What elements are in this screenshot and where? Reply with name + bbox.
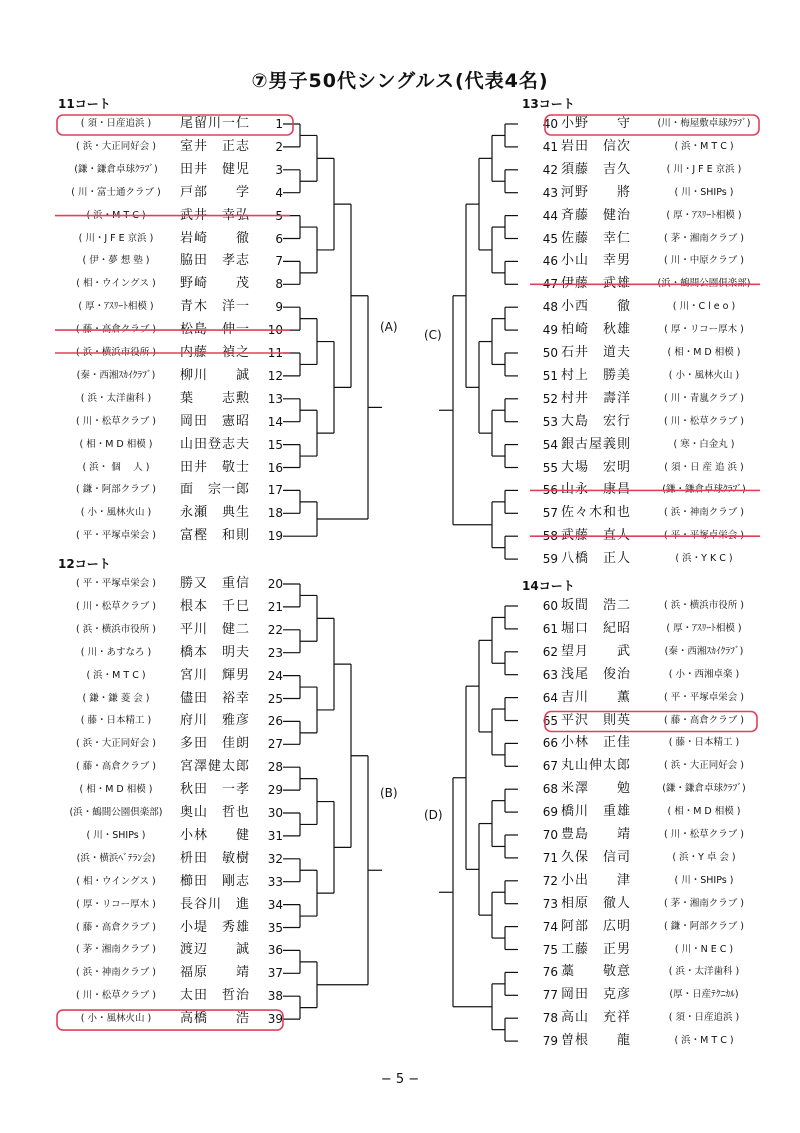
player-name: 山田登志夫 bbox=[180, 436, 251, 452]
player-club: ( 川・あすなろ ) bbox=[80, 646, 152, 658]
player-number: 36 bbox=[267, 943, 283, 958]
player-number: 37 bbox=[267, 966, 283, 981]
player-club: ( 川・SHIPs ) bbox=[86, 829, 146, 841]
player-club: ( 小・風林火山 ) bbox=[80, 1013, 152, 1025]
player-club: ( 平・平塚卓栄会 ) bbox=[664, 691, 744, 703]
player-number: 3 bbox=[275, 162, 283, 177]
player-name: 室井 正志 bbox=[180, 138, 251, 154]
player-number: 44 bbox=[542, 208, 558, 223]
player-name: 宮澤健太郎 bbox=[180, 759, 251, 775]
player-number: 51 bbox=[542, 368, 558, 383]
player-club: ( 浜・横浜市役所 ) bbox=[76, 623, 156, 635]
player-name: 小林 健 bbox=[180, 827, 251, 843]
highlight-box bbox=[545, 115, 759, 135]
player-club: ( 須・日 産 追 浜 ) bbox=[664, 461, 744, 473]
player-name: 平沢 則英 bbox=[561, 712, 632, 728]
player-number: 25 bbox=[267, 691, 283, 706]
player-name: 望月 武 bbox=[561, 643, 632, 659]
player-number: 73 bbox=[542, 896, 558, 911]
player-number: 28 bbox=[267, 760, 283, 775]
player-name: 大島 宏行 bbox=[561, 413, 632, 429]
player-number: 9 bbox=[275, 300, 283, 315]
player-number: 54 bbox=[542, 437, 558, 452]
player-club: (鎌・鎌倉卓球ｸﾗﾌﾞ) bbox=[662, 484, 746, 496]
player-name: 柏崎 秋雄 bbox=[561, 322, 632, 338]
player-number: 75 bbox=[542, 942, 558, 957]
player-club: ( 川・SHIPs ) bbox=[674, 186, 734, 198]
player-name: 小林 正佳 bbox=[561, 735, 632, 751]
player-number: 74 bbox=[542, 919, 558, 934]
player-club: ( 浜・M T C ) bbox=[674, 140, 734, 152]
player-number: 41 bbox=[542, 139, 558, 154]
player-club: ( 藤・高倉クラブ ) bbox=[76, 324, 156, 336]
player-name: 脇田 孝志 bbox=[180, 253, 251, 269]
player-number: 24 bbox=[267, 668, 283, 683]
player-name: 武井 幸弘 bbox=[180, 207, 251, 223]
player-number: 62 bbox=[542, 644, 558, 659]
player-name: 相原 徹人 bbox=[561, 895, 632, 911]
player-club: ( 厚・ｱｽﾘｰﾄ相模 ) bbox=[78, 301, 154, 313]
player-club: ( 寒・白金丸 ) bbox=[673, 438, 735, 450]
player-club: ( 藤・高倉クラブ ) bbox=[76, 761, 156, 773]
player-club: ( 伊・夢 想 塾 ) bbox=[82, 255, 150, 267]
player-club: ( 藤・高倉クラブ ) bbox=[664, 714, 744, 726]
player-name: 阿部 広明 bbox=[561, 918, 632, 934]
player-club: (秦・西湘ｽｶｲｸﾗﾌﾞ) bbox=[664, 645, 744, 657]
player-number: 58 bbox=[542, 529, 558, 544]
player-number: 43 bbox=[542, 185, 558, 200]
player-name: 岩崎 徹 bbox=[180, 230, 251, 246]
player-name: 田井 健児 bbox=[180, 161, 251, 177]
player-club: ( 茅・湘南クラブ ) bbox=[664, 897, 744, 909]
player-name: 村井 壽洋 bbox=[561, 390, 632, 406]
player-number: 30 bbox=[267, 806, 283, 820]
player-name: 葉 志勲 bbox=[180, 390, 251, 406]
highlight-box bbox=[57, 1010, 283, 1030]
player-club: ( 茅・湘南クラブ ) bbox=[76, 944, 156, 956]
player-club: ( 小・風林火山 ) bbox=[668, 369, 740, 381]
player-club: (浜・横浜ﾍﾞﾃﾗﾝ会) bbox=[76, 852, 156, 864]
player-number: 59 bbox=[542, 552, 558, 567]
player-number: 1 bbox=[275, 117, 283, 131]
page-title: ⑦男子50代シングルス(代表4名) bbox=[251, 70, 549, 92]
player-name: 坂間 浩二 bbox=[561, 598, 632, 613]
player-name: 府川 雅彦 bbox=[180, 713, 251, 729]
player-name: 尾留川一仁 bbox=[180, 116, 251, 131]
player-number: 63 bbox=[542, 667, 558, 682]
player-name: 平川 健二 bbox=[180, 621, 251, 637]
player-club: ( 厚・リコー厚木 ) bbox=[76, 898, 156, 910]
player-club: ( 浜・太洋歯科 ) bbox=[668, 966, 740, 978]
player-club: ( 相・M D 相模 ) bbox=[667, 806, 741, 818]
player-name: 枡田 敏樹 bbox=[180, 850, 251, 866]
player-number: 27 bbox=[267, 737, 283, 752]
player-number: 42 bbox=[542, 162, 558, 177]
player-club: ( 相・ウイングス ) bbox=[76, 875, 156, 887]
player-club: (浜・鶴間公園倶楽部) bbox=[69, 807, 163, 818]
player-club: ( 須・日産追浜 ) bbox=[668, 1012, 740, 1024]
player-club: ( 川・J F E 京浜 ) bbox=[666, 163, 742, 175]
player-number: 66 bbox=[542, 736, 558, 751]
player-name: 小出 津 bbox=[561, 872, 632, 888]
player-club: ( 浜・Y K C ) bbox=[675, 553, 733, 565]
block-label-d: (D) bbox=[424, 808, 443, 822]
player-name: 秋田 一孝 bbox=[180, 782, 251, 798]
player-number: 5 bbox=[275, 208, 283, 223]
player-number: 15 bbox=[267, 437, 283, 452]
player-club: (鎌・鎌倉卓球ｸﾗﾌﾞ) bbox=[662, 783, 746, 795]
court-label-11: 11コート bbox=[58, 97, 111, 111]
player-number: 12 bbox=[267, 368, 283, 383]
player-club: ( 藤・高倉クラブ ) bbox=[76, 921, 156, 933]
player-number: 38 bbox=[267, 989, 283, 1004]
player-number: 70 bbox=[542, 828, 558, 842]
player-club: ( 藤・日本精工 ) bbox=[668, 737, 740, 749]
player-name: 奥山 哲也 bbox=[180, 805, 251, 820]
player-club: ( 相・M D 相模 ) bbox=[79, 438, 153, 450]
player-club: ( 相・ウイングス ) bbox=[76, 278, 156, 290]
player-name: 久保 信司 bbox=[561, 849, 632, 865]
player-name: 櫛田 剛志 bbox=[180, 873, 251, 889]
player-club: ( 相・M D 相模 ) bbox=[79, 784, 153, 796]
player-name: 工藤 正男 bbox=[561, 941, 632, 957]
player-club: ( 浜・M T C ) bbox=[86, 669, 146, 681]
player-number: 29 bbox=[267, 783, 283, 798]
player-name: 多田 佳朗 bbox=[180, 736, 251, 752]
player-club: ( 鎌・阿部クラブ ) bbox=[664, 920, 744, 932]
player-number: 34 bbox=[267, 897, 283, 912]
player-club: ( 川・松草クラブ ) bbox=[664, 829, 744, 840]
player-name: 勝又 重信 bbox=[180, 576, 251, 591]
player-number: 19 bbox=[267, 529, 283, 544]
player-club: ( 浜・M T C ) bbox=[674, 1035, 734, 1047]
player-number: 8 bbox=[275, 277, 283, 292]
player-club: ( 川・松草クラブ ) bbox=[76, 600, 156, 612]
player-name: 小堤 秀雄 bbox=[180, 919, 251, 935]
player-name: 小西 徹 bbox=[561, 299, 632, 315]
player-number: 52 bbox=[542, 391, 558, 406]
player-club: ( 鎌・阿部クラブ ) bbox=[76, 484, 156, 496]
court-label-13: 13コート bbox=[522, 97, 575, 111]
player-name: 藁 敬意 bbox=[561, 964, 632, 980]
player-number: 16 bbox=[267, 460, 283, 475]
player-number: 32 bbox=[267, 851, 283, 866]
player-name: 八橋 正人 bbox=[561, 551, 632, 567]
player-name: 内藤 禎之 bbox=[180, 345, 251, 360]
player-club: ( 厚・ｱｽﾘｰﾄ相模 ) bbox=[666, 622, 742, 634]
player-number: 72 bbox=[542, 873, 558, 888]
player-name: 岡田 憲昭 bbox=[180, 413, 251, 429]
player-name: 青木 洋一 bbox=[180, 299, 251, 315]
player-club: ( 相・M D 相模 ) bbox=[667, 347, 741, 358]
player-name: 村上 勝美 bbox=[561, 367, 632, 383]
player-club: ( 浜・横浜市役所 ) bbox=[664, 600, 744, 611]
court-label-14: 14コート bbox=[522, 579, 575, 593]
player-number: 23 bbox=[267, 645, 283, 660]
player-number: 26 bbox=[267, 714, 283, 729]
block-label-c: (C) bbox=[424, 328, 442, 342]
player-club: ( 鎌・鎌 菱 会 ) bbox=[82, 692, 150, 704]
player-number: 14 bbox=[267, 414, 283, 429]
player-number: 79 bbox=[542, 1034, 558, 1049]
player-club: ( 浜・大正同好会 ) bbox=[664, 760, 744, 772]
player-club: ( 川・青嵐クラブ ) bbox=[664, 392, 744, 404]
player-club: ( 平・平塚卓栄会 ) bbox=[76, 530, 156, 542]
player-club: ( 茅・湘南クラブ ) bbox=[664, 232, 744, 244]
player-name: 橋本 明夫 bbox=[180, 644, 251, 660]
player-number: 61 bbox=[542, 621, 558, 636]
player-name: 伊藤 武雄 bbox=[561, 276, 632, 292]
player-club: ( 川・C l e o ) bbox=[672, 301, 736, 313]
player-number: 45 bbox=[542, 231, 558, 246]
player-number: 10 bbox=[267, 323, 283, 338]
player-club: ( 川・N E C ) bbox=[674, 943, 734, 955]
player-number: 67 bbox=[542, 759, 558, 774]
player-name: 石井 道夫 bbox=[561, 345, 632, 360]
block-label-b: (B) bbox=[380, 786, 398, 800]
player-number: 33 bbox=[267, 874, 283, 889]
player-name: 根本 千巳 bbox=[180, 598, 251, 614]
player-name: 豊島 靖 bbox=[561, 827, 632, 842]
player-number: 50 bbox=[542, 346, 558, 360]
highlight-box bbox=[545, 712, 757, 732]
player-name: 太田 哲治 bbox=[180, 988, 251, 1004]
player-club: ( 浜・神南クラブ ) bbox=[76, 967, 156, 979]
player-number: 64 bbox=[542, 690, 558, 705]
player-name: 長谷川 進 bbox=[180, 896, 251, 912]
player-club: ( 浜・神南クラブ ) bbox=[664, 507, 744, 519]
player-name: 戸部 学 bbox=[180, 184, 251, 200]
player-name: 丸山伸太郎 bbox=[561, 758, 632, 774]
player-name: 須藤 吉久 bbox=[561, 161, 632, 177]
player-club: ( 小・西湘卓楽 ) bbox=[668, 668, 740, 680]
player-club: ( 平・平塚卓栄会 ) bbox=[76, 578, 156, 589]
player-club: ( 川・J F E 京浜 ) bbox=[78, 232, 154, 244]
player-club: ( 厚・ｱｽﾘｰﾄ相模 ) bbox=[666, 209, 742, 221]
player-number: 31 bbox=[267, 828, 283, 843]
player-club: (秦・西湘ｽｶｲｸﾗﾌﾞ) bbox=[76, 369, 156, 381]
player-club: ( 川・SHIPs ) bbox=[674, 874, 734, 886]
player-name: 吉川 薫 bbox=[561, 689, 632, 705]
player-name: 銀古屋義則 bbox=[561, 436, 632, 452]
player-number: 49 bbox=[542, 323, 558, 338]
player-club: ( 浜・Y 卓 会 ) bbox=[672, 851, 736, 863]
player-name: 面 宗一郎 bbox=[180, 482, 251, 498]
player-club: (鎌・鎌倉卓球ｸﾗﾌﾞ) bbox=[74, 163, 158, 175]
player-number: 47 bbox=[542, 277, 558, 292]
player-name: 渡辺 誠 bbox=[180, 942, 251, 958]
player-name: 山永 康昌 bbox=[561, 482, 632, 498]
player-number: 18 bbox=[267, 506, 283, 521]
highlight-box bbox=[57, 115, 293, 135]
player-name: 田井 敬士 bbox=[180, 459, 251, 475]
player-name: 小野 守 bbox=[561, 116, 632, 131]
player-number: 17 bbox=[267, 483, 283, 498]
player-club: ( 浜・大正同好会 ) bbox=[76, 140, 156, 152]
player-number: 11 bbox=[267, 346, 283, 360]
player-number: 2 bbox=[275, 139, 283, 154]
player-number: 40 bbox=[542, 117, 558, 131]
player-name: 宮川 輝男 bbox=[180, 667, 251, 683]
player-number: 78 bbox=[542, 1011, 558, 1026]
player-name: 富樫 和則 bbox=[180, 528, 251, 544]
player-name: 高橋 浩 bbox=[180, 1011, 251, 1027]
player-club: (浜・鶴間公園倶楽部) bbox=[657, 278, 751, 290]
page-number: − 5 − bbox=[380, 1072, 420, 1087]
player-club: ( 浜・太洋歯科 ) bbox=[80, 392, 152, 404]
player-club: (川・梅屋敷卓球ｸﾗﾌﾞ) bbox=[657, 118, 751, 129]
player-name: 高山 充祥 bbox=[561, 1010, 632, 1026]
player-number: 69 bbox=[542, 805, 558, 820]
player-club: ( 小・風林火山 ) bbox=[80, 507, 152, 519]
player-name: 岡田 克彦 bbox=[561, 987, 632, 1003]
court-label-12: 12コート bbox=[58, 557, 111, 571]
player-name: 曽根 龍 bbox=[561, 1033, 632, 1049]
player-club: ( 川・松草クラブ ) bbox=[664, 415, 744, 427]
player-name: 松島 伸一 bbox=[180, 322, 251, 338]
player-club: ( 川・富士通クラブ ) bbox=[71, 186, 161, 198]
player-club: ( 川・松草クラブ ) bbox=[76, 990, 156, 1002]
player-number: 68 bbox=[542, 782, 558, 797]
player-number: 60 bbox=[542, 599, 558, 613]
player-name: 佐藤 幸仁 bbox=[561, 230, 632, 246]
player-name: 小山 幸男 bbox=[561, 253, 632, 269]
player-number: 21 bbox=[267, 599, 283, 614]
player-name: 斉藤 健治 bbox=[561, 207, 632, 223]
player-name: 米澤 勉 bbox=[561, 781, 632, 797]
player-club: ( 浜・ 個 人 ) bbox=[82, 461, 150, 473]
player-club: (厚・日産ﾃｸﾆｶﾙ) bbox=[669, 989, 739, 1001]
player-name: 柳川 誠 bbox=[180, 367, 251, 383]
player-club: ( 浜・M T C ) bbox=[86, 209, 146, 221]
player-name: 永瀬 典生 bbox=[180, 505, 251, 521]
player-club: ( 浜・大正同好会 ) bbox=[76, 738, 156, 750]
player-name: 武藤 直人 bbox=[561, 528, 632, 544]
player-name: 堀口 紀昭 bbox=[561, 620, 632, 636]
player-number: 39 bbox=[267, 1012, 283, 1027]
player-club: ( 川・中原クラブ ) bbox=[664, 255, 744, 267]
player-number: 20 bbox=[267, 577, 283, 591]
player-number: 71 bbox=[542, 850, 558, 865]
player-name: 岩田 信次 bbox=[561, 138, 632, 154]
player-club: ( 厚・リコー厚木 ) bbox=[664, 324, 744, 336]
player-number: 53 bbox=[542, 414, 558, 429]
player-number: 76 bbox=[542, 965, 558, 980]
player-club: ( 須・日産追浜 ) bbox=[80, 118, 152, 129]
player-club: ( 藤・日本精工 ) bbox=[80, 715, 152, 727]
player-number: 13 bbox=[267, 391, 283, 406]
player-number: 4 bbox=[275, 185, 283, 200]
player-number: 6 bbox=[275, 231, 283, 246]
player-number: 57 bbox=[542, 506, 558, 521]
player-name: 大場 宏明 bbox=[561, 459, 632, 475]
player-number: 7 bbox=[275, 254, 283, 269]
player-club: ( 浜・横浜市役所 ) bbox=[76, 347, 156, 358]
player-name: 橋川 重雄 bbox=[561, 804, 632, 820]
player-number: 22 bbox=[267, 622, 283, 637]
player-number: 65 bbox=[542, 713, 558, 728]
player-name: 河野 將 bbox=[561, 184, 632, 200]
player-number: 35 bbox=[267, 920, 283, 935]
player-name: 福原 靖 bbox=[180, 965, 251, 981]
player-name: 浅尾 俊治 bbox=[561, 666, 632, 682]
player-number: 48 bbox=[542, 300, 558, 315]
block-label-a: (A) bbox=[380, 320, 398, 334]
player-number: 77 bbox=[542, 988, 558, 1003]
player-club: ( 平・平塚卓栄会 ) bbox=[664, 530, 744, 542]
player-number: 55 bbox=[542, 460, 558, 475]
player-name: 野崎 茂 bbox=[180, 276, 251, 292]
player-number: 56 bbox=[542, 483, 558, 498]
player-name: 佐々木和也 bbox=[561, 505, 632, 521]
player-number: 46 bbox=[542, 254, 558, 269]
player-club: ( 川・松草クラブ ) bbox=[76, 415, 156, 427]
player-name: 儘田 裕幸 bbox=[180, 690, 251, 706]
